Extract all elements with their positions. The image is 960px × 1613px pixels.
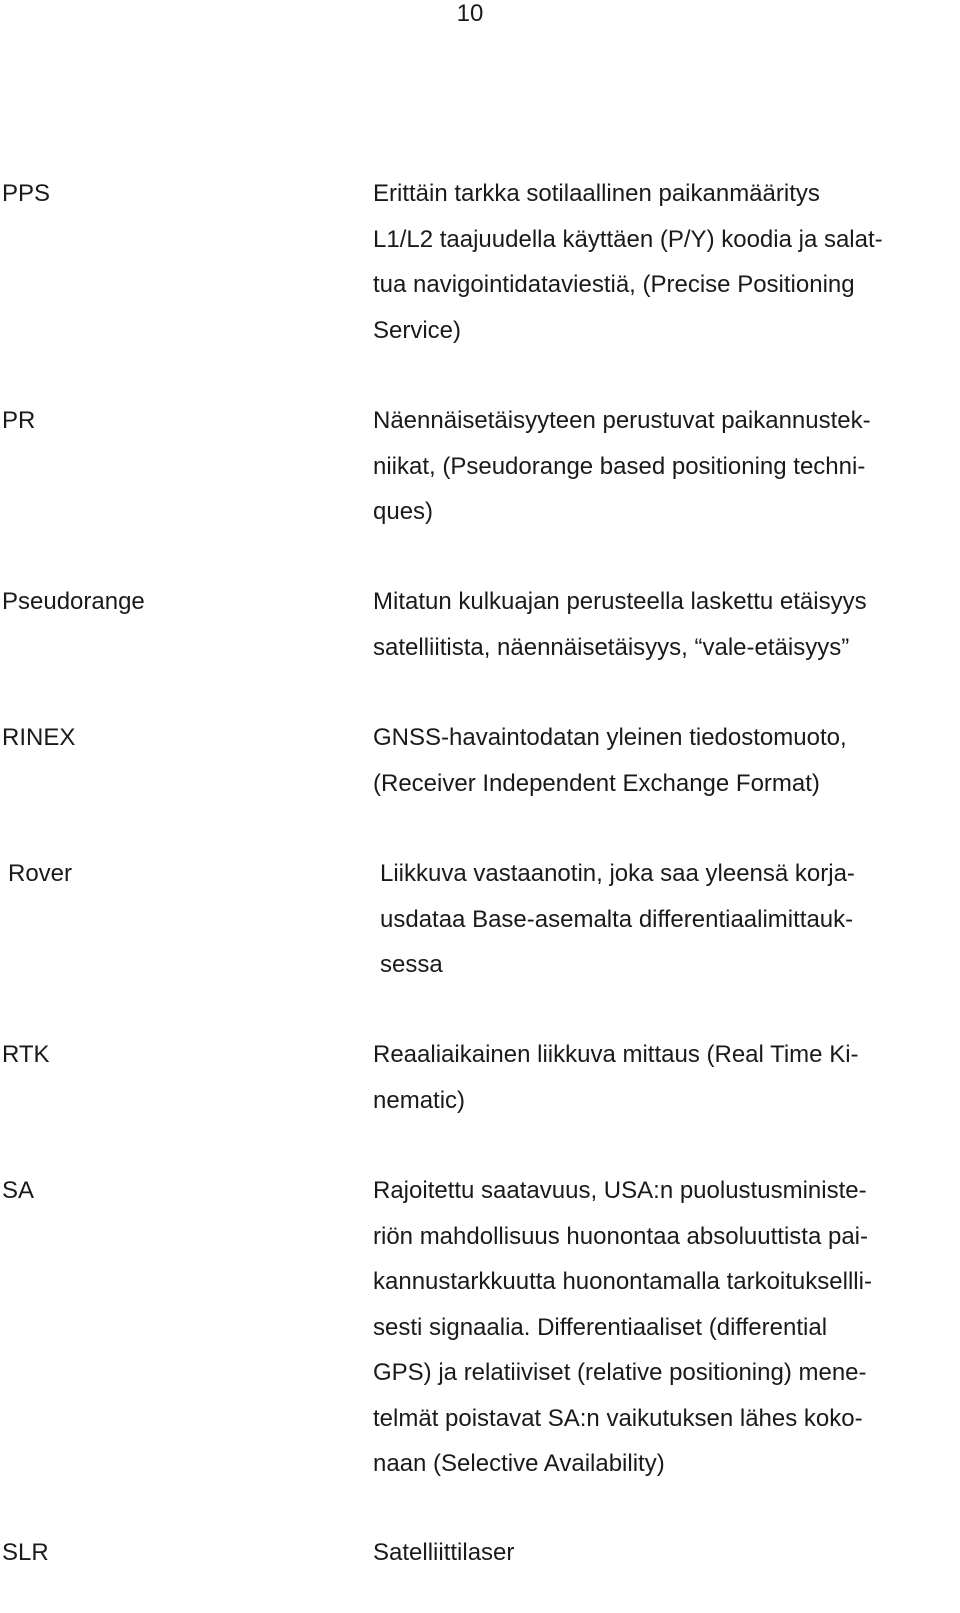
- definition-line: GNSS-havaintodatan yleinen tiedostomuoto,: [373, 724, 847, 751]
- glossary-definition: [373, 398, 933, 535]
- definition-line: kannustarkkuutta huonontamalla tarkoituksellli-: [373, 1268, 872, 1295]
- definition-line: Mitatun kulkuajan perusteella laskettu etäisyys: [373, 588, 867, 615]
- glossary-definition: [373, 171, 933, 353]
- definition-line: Service): [373, 316, 462, 344]
- definition-line: L1/L2 taajuudella käyttäen (P/Y) koodia ja salat-: [373, 225, 883, 253]
- page-number: 10: [456, 0, 484, 27]
- definition-line: telmät poistavat SA:n vaikutuksen lähes koko-: [373, 1404, 863, 1432]
- glossary-term: Pseudorange: [2, 588, 145, 615]
- definition-line: ques): [373, 498, 434, 525]
- definition-line: Rajoitettu saatavuus, USA:n puolustusministe-: [373, 1177, 867, 1204]
- definition-line: Satelliittilaser: [373, 1539, 515, 1566]
- glossary-definition: [373, 715, 933, 806]
- glossary-definition: [373, 1032, 933, 1123]
- definition-line: satelliitista, näennäisetäisyys, “vale-etäisyys”: [373, 633, 850, 661]
- definition-line: sesti signaalia. Differentiaaliset (differential: [373, 1313, 828, 1341]
- definition-line: Erittäin tarkka sotilaallinen paikanmääritys: [373, 180, 820, 207]
- glossary-definition: [373, 1530, 933, 1576]
- glossary-definition: [373, 1168, 933, 1487]
- glossary-term: Rover: [8, 860, 73, 887]
- definition-line: nematic): [373, 1086, 466, 1114]
- glossary-definition: [380, 851, 940, 988]
- definition-line: usdataa Base-asemalta differentiaalimittauk-: [380, 905, 854, 933]
- definition-line: riön mahdollisuus huonontaa absoluuttista pai-: [373, 1222, 868, 1250]
- definition-line: Liikkuva vastaanotin, joka saa yleensä korja-: [380, 860, 855, 887]
- definition-line: GPS) ja relatiiviset (relative positioning) mene-: [373, 1359, 867, 1386]
- definition-line: naan (Selective Availability): [373, 1450, 665, 1477]
- definition-line: Reaaliaikainen liikkuva mittaus (Real Time Ki-: [373, 1041, 859, 1068]
- glossary-term: PR: [2, 407, 36, 434]
- glossary-term: PPS: [2, 180, 51, 207]
- definition-line: niikat, (Pseudorange based positioning techni-: [373, 452, 866, 480]
- definition-line: sessa: [380, 951, 443, 978]
- glossary-term: SLR: [2, 1539, 49, 1566]
- definition-line: Näennäisetäisyyteen perustuvat paikannustek-: [373, 407, 871, 434]
- glossary-term: RTK: [2, 1041, 50, 1068]
- glossary-term: SA: [2, 1177, 35, 1204]
- definition-line: tua navigointidataviestiä, (Precise Positioning: [373, 271, 855, 298]
- glossary-term: RINEX: [2, 724, 76, 751]
- definition-line: (Receiver Independent Exchange Format): [373, 769, 820, 797]
- glossary-definition: [373, 579, 933, 670]
